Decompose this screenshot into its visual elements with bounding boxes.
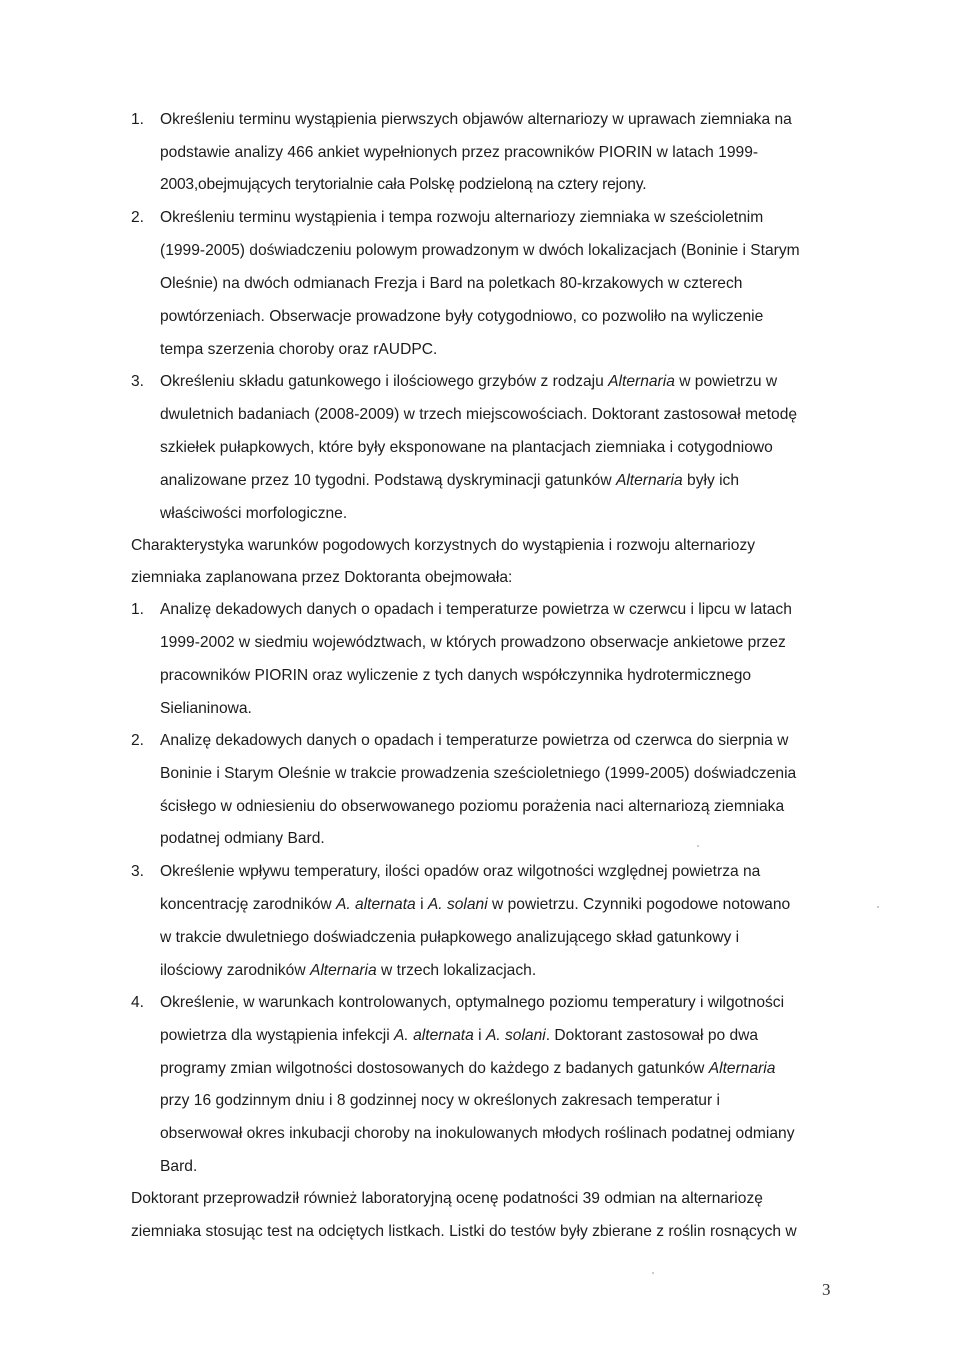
intro-item-3-line-2: dwuletnich badaniach (2008-2009) w trzech miejscowościach. Doktorant zastosował metodę — [160, 406, 798, 423]
intro-item-3-line-4 — [160, 471, 739, 491]
scan-speck — [697, 845, 699, 847]
weather-item-4-line-5: obserwował okres inkubacji choroby na inokulowanych młodych roślinach podatnej odmiany — [160, 1125, 795, 1142]
weather-item-3-line-2 — [160, 895, 790, 915]
intro-item-2-number: 2. — [131, 209, 145, 226]
weather-item-3-line-2-a: koncentrację zarodników — [160, 896, 336, 913]
intro-item-3-line-4-b: były ich — [682, 472, 740, 489]
intro-item-1-line-1: Określeniu terminu wystąpienia pierwszych objawów alternariozy w uprawach ziemniaka na — [160, 111, 792, 128]
weather-item-2-line-3: ścisłego w odniesieniu do obserwowanego poziomu porażenia naci alternariozą ziemniaka — [160, 798, 785, 815]
intro-item-3-line-4-genus: Alternaria — [615, 472, 683, 489]
weather-item-4-species-a: A. alternata — [394, 1027, 474, 1044]
intro-item-3-line-1-a: Określeniu składu gatunkowego i ilościowego grzybów z rodzaju — [160, 373, 609, 390]
weather-item-2-number: 2. — [131, 732, 145, 749]
weather-item-4-line-2-mid: i — [473, 1027, 486, 1044]
weather-item-3-line-4-genus: Alternaria — [309, 962, 377, 979]
weather-item-4-line-2-tail: . Doktorant zastosował po dwa — [545, 1027, 759, 1044]
intro-item-2-line-5: tempa szerzenia choroby oraz rAUDPC. — [160, 341, 438, 358]
weather-item-3-line-2-mid: i — [415, 896, 428, 913]
intro-item-2-line-3: Oleśnie) na dwóch odmianach Frezja i Bard na poletkach 80-krzakowych w czterech — [160, 275, 743, 292]
weather-item-4-line-3 — [160, 1059, 775, 1079]
intro-item-3-line-1-b: w powietrzu w — [674, 373, 778, 390]
weather-item-3-line-1: Określenie wpływu temperatury, ilości opadów oraz wilgotności względnej powietrza na — [160, 863, 761, 880]
intro-item-1-line-3: 2003,obejmujących terytorialnie cała Polskę podzieloną na cztery rejony. — [160, 176, 647, 193]
intro-item-2-line-2: (1999-2005) doświadczeniu polowym prowadzonym w dwóch lokalizacjach (Boninie i Starym — [160, 242, 800, 259]
weather-item-4-line-4: przy 16 godzinnym dniu i 8 godzinnej nocy w określonych zakresach temperatur i — [160, 1092, 720, 1109]
weather-item-3-species-a: A. alternata — [335, 896, 416, 913]
intro-item-3-line-1-genus: Alternaria — [608, 373, 675, 390]
weather-item-4-line-2 — [160, 1026, 758, 1046]
weather-item-1-number: 1. — [131, 601, 145, 618]
weather-item-4-line-3-a: programy zmian wilgotności dostosowanych do każdego z badanych gatunków — [160, 1060, 709, 1077]
intro-item-3-line-3: szkiełek pułapkowych, które były eksponowane na plantacjach ziemniaka i cotygodniowo — [160, 439, 773, 456]
weather-item-3-number: 3. — [131, 863, 145, 880]
weather-item-1-line-2: 1999-2002 w siedmiu województwach, w których prowadzono obserwacje ankietowe przez — [160, 634, 786, 651]
weather-item-2-line-4: podatnej odmiany Bard. — [160, 830, 325, 847]
intro-item-1-line-2: podstawie analizy 466 ankiet wypełnionych przez pracowników PIORIN w latach 1999- — [160, 144, 759, 161]
closing-line-2: ziemniaka stosując test na odciętych listkach. Listki do testów były zbierane z roślin rosnących w — [131, 1223, 797, 1240]
characterization-line-1: Charakterystyka warunków pogodowych korzystnych do wystąpienia i rozwoju alternariozy — [131, 537, 756, 554]
weather-item-4-line-3-genus: Alternaria — [708, 1060, 776, 1077]
weather-item-1-line-4: Sielianinowa. — [160, 700, 252, 717]
page-number: 3 — [822, 1280, 831, 1299]
weather-item-4-species-b: A. solani — [485, 1027, 546, 1044]
weather-item-2-line-2: Boninie i Starym Oleśnie w trakcie prowadzenia sześcioletniego (1999-2005) doświadczenia — [160, 765, 797, 782]
weather-item-1-line-3: pracowników PIORIN oraz wyliczenie z tych danych współczynnika hydrotermicznego — [160, 667, 752, 684]
intro-item-3-line-1 — [160, 372, 777, 392]
intro-item-3-number: 3. — [131, 373, 145, 390]
intro-item-1-number: 1. — [131, 111, 145, 128]
weather-item-3-line-3: w trakcie dwuletniego doświadczenia pułapkowego analizującego skład gatunkowy i — [160, 929, 740, 946]
weather-item-1-line-1: Analizę dekadowych danych o opadach i temperaturze powietrza w czerwcu i lipcu w latach — [160, 601, 792, 618]
weather-item-3-line-4 — [160, 961, 536, 981]
weather-item-4-line-2-a: powietrza dla wystąpienia infekcji — [160, 1027, 395, 1044]
scan-speck — [652, 1272, 654, 1274]
intro-item-3-line-5: właściwości morfologiczne. — [160, 505, 348, 522]
weather-item-4-number: 4. — [131, 994, 145, 1011]
scan-speck — [877, 906, 879, 908]
weather-item-3-line-2-tail: w powietrzu. Czynniki pogodowe notowano — [487, 896, 791, 913]
weather-item-2-line-1: Analizę dekadowych danych o opadach i temperaturze powietrza od czerwca do sierpnia w — [160, 732, 789, 749]
weather-item-4-line-6: Bard. — [160, 1158, 198, 1175]
intro-item-3-line-4-a: analizowane przez 10 tygodni. Podstawą dyskryminacji gatunków — [160, 472, 616, 489]
intro-item-2-line-4: powtórzeniach. Obserwacje prowadzone były cotygodniowo, co pozwoliło na wyliczenie — [160, 308, 764, 325]
weather-item-4-line-1: Określenie, w warunkach kontrolowanych, optymalnego poziomu temperatury i wilgotności — [160, 994, 785, 1011]
intro-item-2-line-1: Określeniu terminu wystąpienia i tempa rozwoju alternariozy ziemniaka w sześcioletnim — [160, 209, 764, 226]
characterization-line-2: ziemniaka zaplanowana przez Doktoranta obejmowała: — [131, 569, 513, 586]
closing-line-1: Doktorant przeprowadził również laboratoryjną ocenę podatności 39 odmian na alternariozę — [131, 1190, 763, 1207]
weather-item-3-line-4-tail: w trzech lokalizacjach. — [376, 962, 537, 979]
weather-item-3-line-4-a: ilościowy zarodników — [160, 962, 310, 979]
weather-item-3-species-b: A. solani — [427, 896, 488, 913]
